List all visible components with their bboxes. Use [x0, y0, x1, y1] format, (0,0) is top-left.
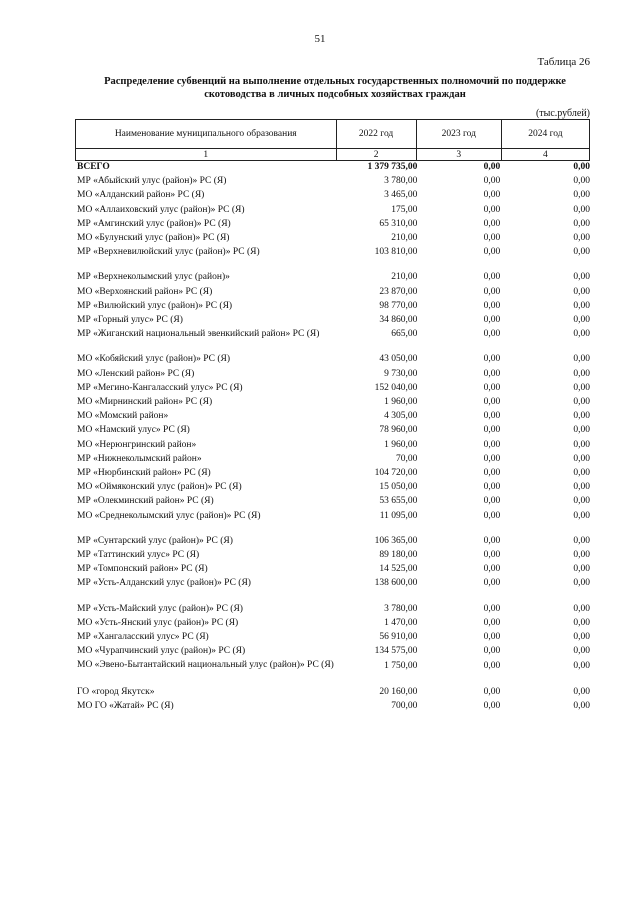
- row-value-2023: 0,00: [483, 564, 501, 575]
- table-row: [75, 313, 590, 327]
- header-name: Наименование муниципального образования: [76, 120, 337, 149]
- header-col-number-1: 1: [76, 149, 337, 161]
- row-value-2022: 1 960,00: [384, 439, 418, 450]
- row-value-2024: 0,00: [573, 510, 590, 521]
- table-row: [75, 685, 590, 699]
- row-value-2022: 34 860,00: [379, 315, 418, 326]
- row-value-2024: 0,00: [573, 233, 590, 244]
- row-value-2024: 0,00: [573, 425, 590, 436]
- row-value-2023: 0,00: [483, 482, 501, 493]
- row-name: МР «Нюрбинский район» РС (Я): [77, 468, 211, 479]
- header-2024: 2024 год: [501, 120, 589, 149]
- row-name: МР «Хангаласский улус» РС (Я): [77, 632, 209, 643]
- table-row: [75, 299, 590, 313]
- row-name: МО «Нерюнгринский район»: [77, 439, 197, 450]
- table-row: [75, 367, 590, 381]
- row-value-2022: 4 305,00: [384, 411, 418, 422]
- row-value-2024: 0,00: [573, 686, 590, 697]
- row-value-2023: 0,00: [483, 329, 501, 340]
- row-value-2024: 0,00: [573, 453, 590, 464]
- table-row: [75, 699, 590, 713]
- row-value-2022: 70,00: [396, 453, 418, 464]
- table-row: [75, 630, 590, 644]
- row-value-2023: 0,00: [483, 700, 501, 711]
- row-value-2024: 0,00: [573, 496, 590, 507]
- row-name: МР «Жиганский национальный эвенкийский район» РС (Я): [77, 329, 320, 340]
- table-row: [75, 452, 590, 466]
- row-value-2023: 0,00: [483, 535, 501, 546]
- row-value-2023: 0,00: [483, 496, 501, 507]
- table-header: [75, 119, 590, 161]
- row-name: МР «Амгинский улус (район)» РС (Я): [77, 218, 231, 229]
- row-value-2023: 0,00: [483, 286, 501, 297]
- table-row: [75, 548, 590, 562]
- row-value-2024: 0,00: [573, 411, 590, 422]
- header-2022: 2022 год: [336, 120, 416, 149]
- row-value-2022: 134 575,00: [374, 646, 418, 657]
- row-name: МО «Оймяконский улус (район)» РС (Я): [77, 482, 242, 493]
- row-value-2022: 56 910,00: [379, 632, 418, 643]
- row-value-2024: 0,00: [573, 535, 590, 546]
- table-row: [75, 602, 590, 616]
- row-value-2022: 138 600,00: [374, 578, 418, 589]
- row-value-2023: 0,00: [483, 686, 501, 697]
- row-value-2024: 0,00: [573, 329, 590, 340]
- header-2023: 2023 год: [416, 120, 501, 149]
- table-row: [75, 438, 590, 452]
- header-col-number-3: 3: [416, 149, 501, 161]
- table-row-total: [75, 160, 590, 174]
- row-value-2022: 1 470,00: [384, 617, 418, 628]
- row-name: МР «Олекминский район» РС (Я): [77, 496, 214, 507]
- table-row: [75, 480, 590, 494]
- row-value-2024: 0,00: [573, 286, 590, 297]
- row-value-2022: 104 720,00: [374, 468, 418, 479]
- row-name: МО «Верхоянский район» РС (Я): [77, 286, 213, 297]
- row-value-2022: 9 730,00: [384, 368, 418, 379]
- row-value-2022: 1 750,00: [384, 660, 418, 671]
- subsidy-table: [75, 160, 590, 713]
- row-value-2024: 0,00: [573, 190, 590, 201]
- row-value-2023: 0,00: [483, 578, 501, 589]
- table-row: [75, 174, 590, 188]
- row-value-2024: 0,00: [573, 439, 590, 450]
- row-value-2024: 0,00: [573, 660, 590, 671]
- row-value-2022: 53 655,00: [379, 496, 418, 507]
- row-value-2023: 0,00: [483, 272, 501, 283]
- row-value-2023: 0,00: [483, 660, 501, 671]
- table-row: [75, 327, 590, 341]
- row-name: МР «Горный улус» РС (Я): [77, 315, 183, 326]
- row-value-2022: 3 780,00: [384, 176, 418, 187]
- row-name: МР «Таттинский улус» РС (Я): [77, 550, 200, 561]
- row-name: МР «Верхневилюйский улус (район)» РС (Я): [77, 247, 260, 258]
- table-row: [75, 231, 590, 245]
- table-row: [75, 466, 590, 480]
- row-name: МО «Намский улус» РС (Я): [77, 425, 190, 436]
- row-name: МО ГО «Жатай» РС (Я): [77, 700, 174, 711]
- header-col-number-2: 2: [336, 149, 416, 161]
- row-value-2022: 11 095,00: [379, 510, 418, 521]
- row-value-2022: 3 465,00: [384, 190, 418, 201]
- table-label: Таблица 26: [537, 56, 590, 68]
- row-value-2023: 0,00: [483, 632, 501, 643]
- row-name: МР «Абыйский улус (район)» РС (Я): [77, 176, 227, 187]
- row-value-2024: 0,00: [573, 632, 590, 643]
- row-name: МО «Аллаиховский улус (район)» РС (Я): [77, 204, 245, 215]
- row-value-2024: 0,00: [573, 247, 590, 258]
- row-name: МР «Томпонский район» РС (Я): [77, 564, 208, 575]
- row-value-2022: 78 960,00: [379, 425, 418, 436]
- row-value-2023: 0,00: [483, 439, 501, 450]
- row-value-2023: 0,00: [483, 411, 501, 422]
- row-value-2022: 98 770,00: [379, 300, 418, 311]
- row-value-2023: 0,00: [483, 510, 501, 521]
- row-name: МР «Вилюйский улус (район)» РС (Я): [77, 300, 233, 311]
- group-spacer: [75, 259, 590, 270]
- row-value-2023: 0,00: [483, 453, 501, 464]
- table-row: [75, 381, 590, 395]
- group-spacer: [75, 341, 590, 352]
- row-value-2022: 665,00: [391, 329, 418, 340]
- row-name: МО «Мирнинский район» РС (Я): [77, 397, 213, 408]
- row-value-2023: 0,00: [483, 617, 501, 628]
- row-value-2022: 14 525,00: [379, 564, 418, 575]
- row-value-2023: 0,00: [483, 176, 501, 187]
- row-value-2024: 0,00: [573, 315, 590, 326]
- row-value-2023: 0,00: [483, 646, 501, 657]
- row-value-2022: 210,00: [391, 272, 418, 283]
- row-value-2022: 89 180,00: [379, 550, 418, 561]
- row-name: МО «Момский район»: [77, 411, 169, 422]
- row-name: МО «Булунский улус (район)» РС (Я): [77, 233, 230, 244]
- row-value-2024: 0,00: [573, 646, 590, 657]
- row-value-2024: 0,00: [573, 617, 590, 628]
- table-row: [75, 217, 590, 231]
- row-name: МО «Эвено-Бытантайский национальный улус (район)» РС (Я): [77, 659, 334, 670]
- row-value-2023: 0,00: [483, 368, 501, 379]
- row-value-2022: 152 040,00: [374, 382, 418, 393]
- row-value-2022: 65 310,00: [379, 218, 418, 229]
- row-value-2022: 3 780,00: [384, 603, 418, 614]
- table-row: [75, 245, 590, 259]
- row-value-2022: 103 810,00: [374, 247, 418, 258]
- table-row: [75, 509, 590, 523]
- table-row: [75, 576, 590, 590]
- table-row: [75, 270, 590, 284]
- row-value-2024: 0,00: [573, 354, 590, 365]
- row-value-2023: 0,00: [483, 204, 501, 215]
- row-name: МО «Алданский район» РС (Я): [77, 190, 205, 201]
- row-value-2022: 23 870,00: [379, 286, 418, 297]
- table-row: [75, 285, 590, 299]
- row-name: МР «Верхнеколымский улус (район)»: [77, 272, 230, 283]
- row-value-2024: 0,00: [573, 218, 590, 229]
- table-row: [75, 534, 590, 548]
- row-name: МР «Усть-Майский улус (район)» РС (Я): [77, 603, 243, 614]
- row-value-2022: 700,00: [391, 700, 418, 711]
- table-row: [75, 616, 590, 630]
- row-value-2022: 43 050,00: [379, 354, 418, 365]
- table-row: [75, 188, 590, 202]
- row-value-2024: 0,00: [573, 162, 590, 172]
- row-value-2024: 0,00: [573, 176, 590, 187]
- row-value-2023: 0,00: [483, 382, 501, 393]
- row-value-2023: 0,00: [483, 218, 501, 229]
- table-row: [75, 395, 590, 409]
- row-name: МР «Нижнеколымский район»: [77, 453, 202, 464]
- table-row: [75, 423, 590, 437]
- row-value-2023: 0,00: [483, 425, 501, 436]
- row-value-2024: 0,00: [573, 482, 590, 493]
- row-name: ГО «город Якутск»: [77, 686, 155, 697]
- table-row: [75, 644, 590, 658]
- row-value-2023: 0,00: [483, 468, 501, 479]
- row-value-2022: 106 365,00: [374, 535, 418, 546]
- row-value-2024: 0,00: [573, 382, 590, 393]
- table-row: [75, 203, 590, 217]
- row-value-2024: 0,00: [573, 368, 590, 379]
- row-name: ВСЕГО: [77, 162, 110, 172]
- row-name: МО «Среднеколымский улус (район)» РС (Я): [77, 510, 261, 521]
- group-spacer: [75, 523, 590, 534]
- row-value-2024: 0,00: [573, 272, 590, 283]
- row-name: МО «Чурапчинский улус (район)» РС (Я): [77, 646, 246, 657]
- row-value-2024: 0,00: [573, 468, 590, 479]
- table-row: [75, 494, 590, 508]
- row-name: МО «Ленский район» РС (Я): [77, 368, 195, 379]
- header-col-number-4: 4: [501, 149, 589, 161]
- row-value-2024: 0,00: [573, 300, 590, 311]
- row-value-2023: 0,00: [483, 397, 501, 408]
- row-value-2023: 0,00: [483, 247, 501, 258]
- row-value-2024: 0,00: [573, 397, 590, 408]
- row-value-2024: 0,00: [573, 204, 590, 215]
- table-row: [75, 409, 590, 423]
- row-name: МР «Сунтарский улус (район)» РС (Я): [77, 535, 233, 546]
- row-value-2023: 0,00: [483, 550, 501, 561]
- row-value-2022: 175,00: [391, 204, 418, 215]
- row-value-2023: 0,00: [483, 162, 501, 172]
- row-name: МР «Усть-Алданский улус (район)» РС (Я): [77, 578, 251, 589]
- group-spacer: [75, 591, 590, 602]
- row-value-2022: 1 379 735,00: [367, 162, 418, 172]
- units-label: (тыс.рублей): [535, 108, 590, 119]
- table-row: [75, 659, 590, 685]
- row-value-2023: 0,00: [483, 354, 501, 365]
- row-name: МО «Усть-Янский улус (район)» РС (Я): [77, 617, 239, 628]
- row-value-2023: 0,00: [483, 300, 501, 311]
- row-name: МР «Мегино-Кангаласский улус» РС (Я): [77, 382, 243, 393]
- row-name: МО «Кобяйский улус (район)» РС (Я): [77, 354, 230, 365]
- row-value-2022: 15 050,00: [379, 482, 418, 493]
- page-number: 51: [314, 33, 326, 45]
- row-value-2022: 210,00: [391, 233, 418, 244]
- row-value-2024: 0,00: [573, 603, 590, 614]
- row-value-2024: 0,00: [573, 700, 590, 711]
- row-value-2023: 0,00: [483, 190, 501, 201]
- row-value-2023: 0,00: [483, 315, 501, 326]
- row-value-2022: 1 960,00: [384, 397, 418, 408]
- row-value-2022: 20 160,00: [379, 686, 418, 697]
- table-row: [75, 562, 590, 576]
- row-value-2023: 0,00: [483, 603, 501, 614]
- row-value-2024: 0,00: [573, 564, 590, 575]
- row-value-2024: 0,00: [573, 578, 590, 589]
- row-value-2024: 0,00: [573, 550, 590, 561]
- document-title: Распределение субвенций на выполнение отдельных государственных полномочий по поддержке скотоводства в личных подсобных хозяйствах граждан: [104, 76, 566, 100]
- row-value-2023: 0,00: [483, 233, 501, 244]
- table-row: [75, 352, 590, 366]
